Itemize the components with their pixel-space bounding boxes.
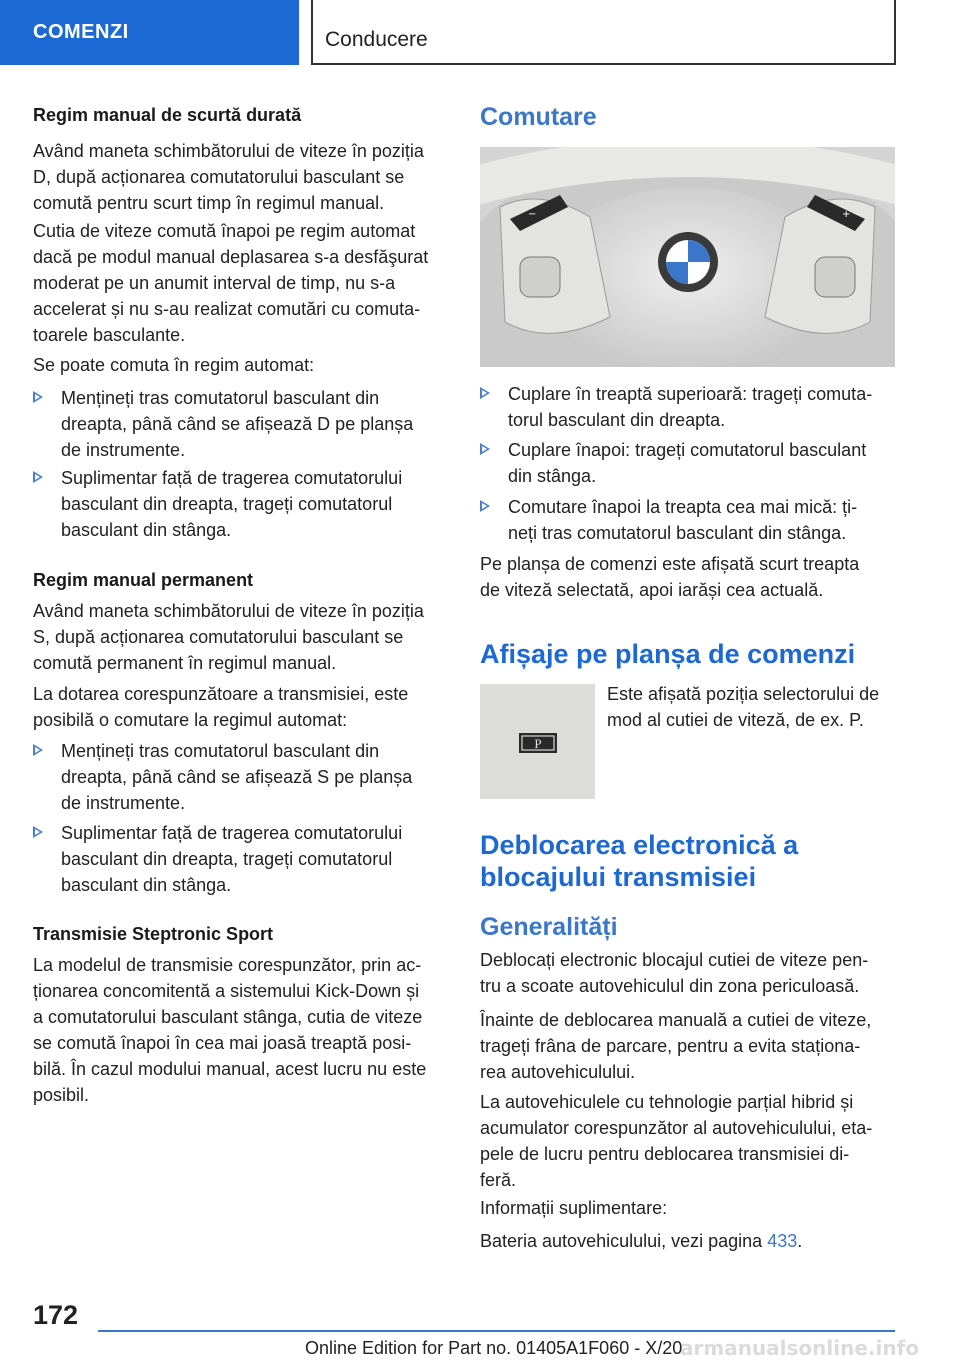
list-item: Cuplare înapoi: trageți comutatorul basculant din stânga. [480,437,895,489]
heading-comutare: Comutare [480,103,597,131]
svg-text:−: − [528,209,537,220]
heading-short-manual: Regim manual de scurtă durată [33,105,302,125]
paragraph: Cutia de viteze comută înapoi pe regim automat dacă pe modul manual deplasarea s-a desfăşurat moderat pe un anumit interval de timp, nu s-a accelerat și nu s-au realizat comutări cu comuta‐ toarele basculante. [33,221,429,345]
page-link[interactable]: 433 [767,1231,798,1251]
paragraph: La autovehiculele cu tehnologie parțial hibrid și acumulator corespunzător al autovehiculului, eta‐ pele de lucru pentru deblocarea transmisiei di‐ feră. [480,1092,873,1190]
paragraph: Este afișată poziția selectorului de mod al cutiei de viteză, de ex. P. [607,684,880,730]
paragraph: La modelul de transmisie corespunzător, prin ac‐ ționarea concomitentă a sistemului Kick-Down și a comutatorului basculant stânga, cutia de viteze se comută înapoi în cea mai joasă treaptă posi‐ bilă. În cazul modului manual, acest lucru nu este posibil. [33,955,427,1105]
watermark: armanualsonline.info [680,1336,920,1360]
heading-deblocare: Deblocarea electronică a blocajului transmisiei [480,830,799,892]
paragraph: Având maneta schimbătorului de viteze în poziția D, după acționarea comutatorului basculant se comută pentru scurt timp în regimul manual. [33,141,424,213]
svg-text:+: + [842,209,851,220]
edition-note: Online Edition for Part no. 01405A1F060 - X/20 [305,1338,683,1358]
gear-letter: P [534,736,542,751]
list-item: Suplimentar față de tragerea comutatorului basculant din dreapta, trageți comutatorul basculant din stânga. [33,465,448,543]
instrument-panel-image [480,684,595,799]
paragraph: Informații suplimentare: [480,1198,668,1218]
paragraph: Deblocați electronic blocajul cutiei de viteze pen‐ tru a scoate autovehiculul din zona periculoasă. [480,950,869,996]
triangle-bullet-icon [33,391,43,403]
triangle-bullet-icon [33,826,43,838]
heading-permanent-manual: Regim manual permanent [33,570,254,590]
steering-wheel-illustration [480,147,895,367]
list-item: Comutare înapoi la treapta cea mai mică: ți‐ neți tras comutatorul basculant din stânga. [480,494,895,546]
triangle-bullet-icon [480,387,490,399]
paragraph-page-reference: Bateria autovehiculului, vezi pagina 433. [480,1231,803,1251]
chapter-tab: COMENZI [0,0,299,65]
list-item: Suplimentar față de tragerea comutatorului basculant din dreapta, trageți comutatorul basculant din stânga. [33,820,448,898]
section-title: Conducere [325,28,428,51]
triangle-bullet-icon [33,471,43,483]
heading-afisaje: Afișaje pe planșa de comenzi [480,639,856,669]
gear-indicator-illustration [480,684,595,799]
paragraph: Având maneta schimbătorului de viteze în poziția S, după acționarea comutatorului basculant se comută permanent în regimul manual. [33,601,424,673]
page-number: 172 [33,1300,79,1330]
steering-wheel-image [480,147,895,367]
heading-steptronic-sport: Transmisie Steptronic Sport [33,924,274,944]
paragraph: La dotarea corespunzătoare a transmisiei, este posibilă o comutare la regimul automat: [33,684,409,730]
list-item: Mențineți tras comutatorul basculant din dreapta, până când se afișează S pe planșa de instrumente. [33,738,448,816]
triangle-bullet-icon [480,500,490,512]
footer-divider [98,1330,895,1332]
triangle-bullet-icon [33,744,43,756]
heading-generalitati: Generalități [480,913,618,941]
paragraph: Pe planșa de comenzi este afișată scurt treapta de viteză selectată, apoi iarăși cea actuală. [480,554,860,600]
paragraph: Înainte de deblocarea manuală a cutiei de viteze, trageți frâna de parcare, pentru a evita staționa‐ rea autovehiculului. [480,1010,872,1082]
triangle-bullet-icon [480,443,490,455]
list-item: Cuplare în treaptă superioară: trageți comuta‐ torul basculant din dreapta. [480,381,895,433]
paragraph: Se poate comuta în regim automat: [33,355,315,375]
list-item: Mențineți tras comutatorul basculant din dreapta, până când se afișează D pe planșa de instrumente. [33,385,448,463]
